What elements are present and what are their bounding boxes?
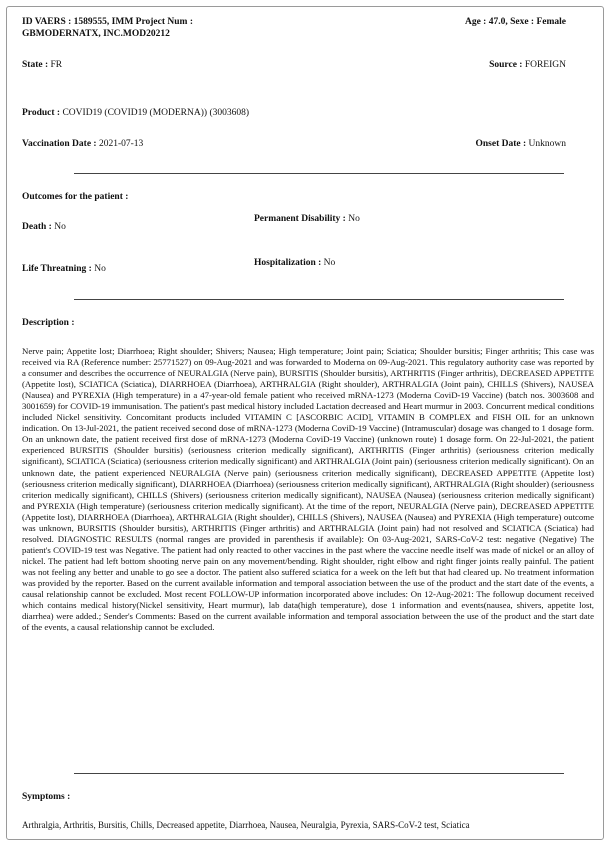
onset-date-value: Unknown [526,139,566,149]
product-field [22,108,249,118]
source-value: FOREIGN [522,60,566,70]
life-threatening-value: No [91,264,106,274]
vaccination-date-label: Vaccination Date : [22,139,97,149]
vaers-id-line: ID VAERS : 1589555, IMM Project Num : [22,17,193,27]
onset-date-field [475,139,566,149]
product-label: Product : [22,108,61,118]
death-label: Death : [22,222,52,232]
vaccination-date-field [22,139,143,149]
life-threatening-label: Life Threatning : [22,264,92,274]
hospitalization-value: No [321,258,336,268]
symptoms-heading: Symptoms : [22,792,71,802]
death-value: No [51,222,66,232]
source-label: Source : [489,60,523,70]
state-label: State : [22,60,49,70]
permanent-disability-value: No [345,214,360,224]
death-field [22,222,66,232]
project-number-line: GBMODERNATX, INC.MOD20212 [22,29,170,39]
state-field [22,60,62,70]
permanent-disability-field [254,214,360,224]
source-field [489,60,566,70]
divider [74,773,564,774]
description-heading: Description : [22,318,75,328]
description-text: Nerve pain; Appetite lost; Diarrhoea; Right shoulder; Shivers; Nausea; High temperature; Joint pain; Sciatica; Shoulder bursitis; Finger arthritis; This case was received via RA (Reference number: 25771527) on 09-Aug-2021 and was forwarded to Moderna on 09-Aug-2021. This regulatory authority case was reported by a consumer and describes the occurrence of NEURALGIA (Nerve pain), BURSITIS (Shoulder bursitis), ARTHRITIS (Finger arthritis), DECREASED APPETITE (Appetite lost), SCIATICA (Sciatica), DIARRHOEA (Diarrhoea), ARTHRALGIA (Right shoulder), ARTHRALGIA (Joint pain), CHILLS (Shivers), NAUSEA (Nausea) and PYREXIA (High temperature) in a 47-year-old female patient who received mRNA-1273 (Moderna CoviD-19 Vaccine) (batch nos. 3003608 and 3001659) for COVID-19 immunisation. The patient's past medical history included Lactation decreased and Heart murmur in 2003. Concurrent medical conditions included Nickel sensitivity. Concomitant products included VITAMIN C [ASCORBIC ACID], VITAMIN B COMPLEX and FISH OIL for an unknown indication. On 13-Jul-2021, the patient received second dose of mRNA-1273 (Moderna CoviD-19 Vaccine) (Intramuscular) dosage was changed to 1 dosage form. On an unknown date, the patient received first dose of mRNA-1273 (Moderna CoviD-19 Vaccine) (unknown route) 1 dosage form. On 22-Jul-2021, the patient experienced BURSITIS (Shoulder bursitis) (seriousness criterion medically significant), ARTHRITIS (Finger arthritis) (seriousness criterion medically significant), SCIATICA (Sciatica) (seriousness criterion medically significant) and ARTHRALGIA (Joint pain) (seriousness criterion medically significant). On an unknown date, the patient experienced NEURALGIA (Nerve pain) (seriousness criterion medically significant), DECREASED APPETITE (Appetite lost) (seriousness criterion medically significant), DIARRHOEA (Diarrhoea) (seriousness criterion medically significant), ARTHRALGIA (Right shoulder) (seriousness criterion medically significant), CHILLS (Shivers) (seriousness criterion medically significant), NAUSEA (Nausea) (seriousness criterion medically significant) and PYREXIA (High temperature) (seriousness criterion medically significant). At the time of the report, NEURALGIA (Nerve pain), DECREASED APPETITE (Appetite lost), DIARRHOEA (Diarrhoea), ARTHRALGIA (Right shoulder), CHILLS (Shivers), NAUSEA (Nausea) and PYREXIA (High temperature) outcome was unknown, BURSITIS (Shoulder bursitis), ARTHRITIS (Finger arthritis) and ARTHRALGIA (Joint pain) had not resolved and SCIATICA (Sciatica) had resolved. DIAGNOSTIC RESULTS (normal ranges are provided in parenthesis if available): On 03-Aug-2021, SARS-CoV-2 test: negative (Negative) The patient's COVID-19 test was Negative. The patient had only reacted to other vaccines in the past where the vaccine needle itself was made of nickel or an alloy of nickel. The patient had left bottom shooting nerve pain on any movement/bending. Right shoulder, right elbow and right finger joints really painful. The patient was not feeling any better and unable to go see a doctor. The patient also suffered sciatica for a week on the left but that had cleared up. No treatment information was provided by the reporter. Based on the current available information and temporal association between the use of the product and the start date of the events, a causal relationship cannot be excluded. Most recent FOLLOW-UP information incorporated above includes: On 12-Aug-2021: The followup document received which contains medical history(Nickel sensitivity, Heart murmur), lab data(high temperature), dose 1 information and events(nausea, shivers, appetite lost, diarrhea) were added.; Sender's Comments: Based on the current available information and temporal association between the use of the product and the start date of the events, a causal relationship cannot be excluded. [22,346,594,633]
divider [74,173,564,174]
vaccination-date-value: 2021-07-13 [96,139,144,149]
onset-date-label: Onset Date : [475,139,527,149]
divider [74,299,564,300]
outcomes-heading: Outcomes for the patient : [22,192,129,202]
age-sex-field: Age : 47.0, Sexe : Female [464,17,566,27]
hospitalization-label: Hospitalization : [254,258,322,268]
state-value: FR [48,60,63,70]
product-value: COVID19 (COVID19 (MODERNA)) (3003608) [60,108,250,118]
symptoms-text: Arthralgia, Arthritis, Bursitis, Chills, Decreased appetite, Diarrhoea, Nausea, Neuralgia, Pyrexia, SARS-CoV-2 test, Sciatica [22,820,470,830]
life-threatening-field [22,264,106,274]
hospitalization-field [254,258,335,268]
permanent-disability-label: Permanent Disability : [254,214,346,224]
